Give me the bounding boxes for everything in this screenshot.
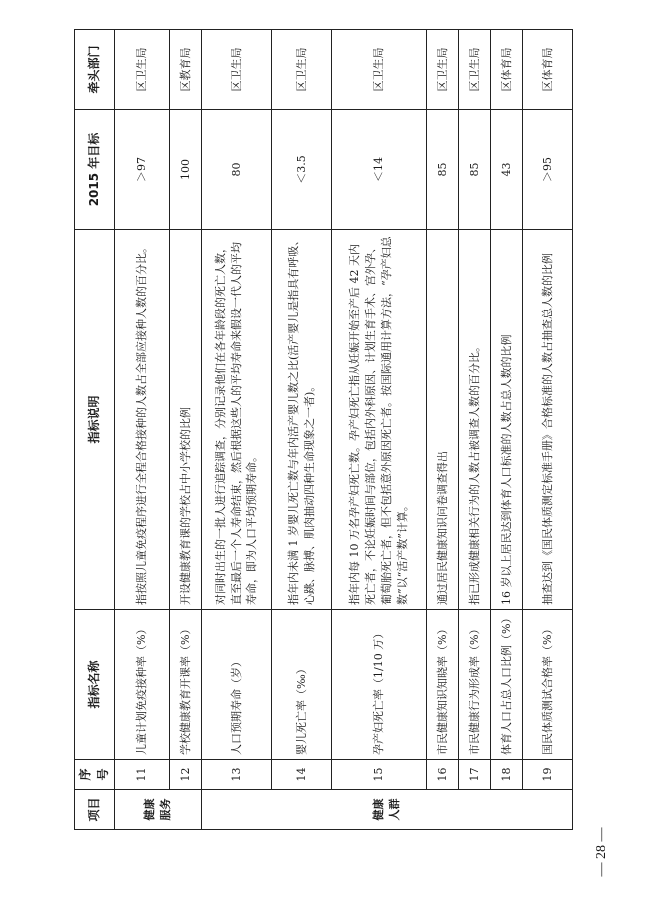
row-dept: 区卫生局: [459, 30, 491, 110]
row-name: 人口预期寿命（岁）: [202, 610, 272, 760]
row-dept: 区体育局: [523, 30, 573, 110]
row-name: 国民体质测试合格率（%）: [523, 610, 573, 760]
row-no: 16: [427, 760, 459, 790]
page-number: — 28 —: [594, 827, 609, 877]
header-name: 指标名称: [75, 610, 115, 760]
row-target: ＞95: [523, 110, 573, 230]
row-name: 学校健康教育开课率（%）: [170, 610, 202, 760]
row-desc: 指年内未满 1 岁婴儿死亡数与年内活产婴儿数之比(活产婴儿是指具有呼吸、心跳、脉搏、肌肉抽动四种生命现象之一者)。: [272, 230, 332, 610]
row-desc: 指按照儿童免疫程序进行全程合格接种的人数占全部应接种人数的百分比。: [115, 230, 170, 610]
row-target: 80: [202, 110, 272, 230]
row-target: ＜3.5: [272, 110, 332, 230]
row-dept: 区卫生局: [427, 30, 459, 110]
table-row: [332, 30, 427, 830]
row-no: 12: [170, 760, 202, 790]
row-no: 15: [332, 760, 427, 790]
row-no: 14: [272, 760, 332, 790]
table-row: [272, 30, 332, 830]
row-no: 19: [523, 760, 573, 790]
header-target: 2015 年目标: [75, 110, 115, 230]
row-name: 体育人口占总人口比例（%）: [491, 610, 523, 760]
row-target: ＜14: [332, 110, 427, 230]
table-row: [523, 30, 573, 830]
indicator-table: [74, 29, 573, 830]
table-row: [459, 30, 491, 830]
table-row: [202, 30, 272, 830]
row-no: 18: [491, 760, 523, 790]
table-row: [115, 30, 170, 830]
row-dept: 区卫生局: [202, 30, 272, 110]
row-target: 100: [170, 110, 202, 230]
row-desc: 通过居民健康知识问卷调查得出: [427, 230, 459, 610]
row-desc: 指年内每 10 万名孕产妇死亡数。孕产妇死亡指从妊娠开始至产后 42 天内死亡者，不论妊娠时间与部位，包括内外科原因、计划生育手术、宫外孕、葡萄胎死亡者，但不包括意外原因死亡者。按国际通用计算方法，“孕产妇总数”以“活产数”计算。: [332, 230, 427, 610]
row-no: 11: [115, 760, 170, 790]
row-name: 市民健康知识知晓率（%）: [427, 610, 459, 760]
row-desc: 抽查达到《国民体质测定标准手册》合格标准的人数占抽查总人数的比例: [523, 230, 573, 610]
header-project: 项目: [75, 790, 115, 830]
table-row: [427, 30, 459, 830]
header-dept: 牵头部门: [75, 30, 115, 110]
category-health-service: 健康服务: [115, 790, 202, 830]
row-target: 85: [427, 110, 459, 230]
row-target: ＞97: [115, 110, 170, 230]
table-row: [491, 30, 523, 830]
row-desc: 16 岁以上居民达到体育人口标准的人数占总人数的比例: [491, 230, 523, 610]
row-name: 儿童计划免疫接种率（%）: [115, 610, 170, 760]
row-desc: 对同时出生的一批人进行追踪调查，分别记录他们在各年龄段的死亡人数，直至最后一个人寿命结束，然后根据这些人的平均寿命来假设一代人的平均寿命，即为人口平均预期寿命。: [202, 230, 272, 610]
table-header-row: [75, 30, 115, 830]
row-dept: 区教育局: [170, 30, 202, 110]
row-desc: 开设健康教育课的学校占中小学校的比例: [170, 230, 202, 610]
row-no: 13: [202, 760, 272, 790]
row-target: 85: [459, 110, 491, 230]
row-target: 43: [491, 110, 523, 230]
row-dept: 区卫生局: [272, 30, 332, 110]
row-dept: 区卫生局: [115, 30, 170, 110]
row-no: 17: [459, 760, 491, 790]
category-healthy-people: 健康人群: [202, 790, 573, 830]
row-dept: 区卫生局: [332, 30, 427, 110]
row-name: 婴儿死亡率（‰）: [272, 610, 332, 760]
row-dept: 区体育局: [491, 30, 523, 110]
header-seq: 序号: [75, 760, 115, 790]
rotated-table-wrapper: [74, 30, 554, 830]
table-row: [170, 30, 202, 830]
header-desc: 指标说明: [75, 230, 115, 610]
row-name: 市民健康行为形成率（%）: [459, 610, 491, 760]
row-name: 孕产妇死亡率（1/10 万）: [332, 610, 427, 760]
row-desc: 指已形成健康相关行为的人数占被调查人数的百分比。: [459, 230, 491, 610]
